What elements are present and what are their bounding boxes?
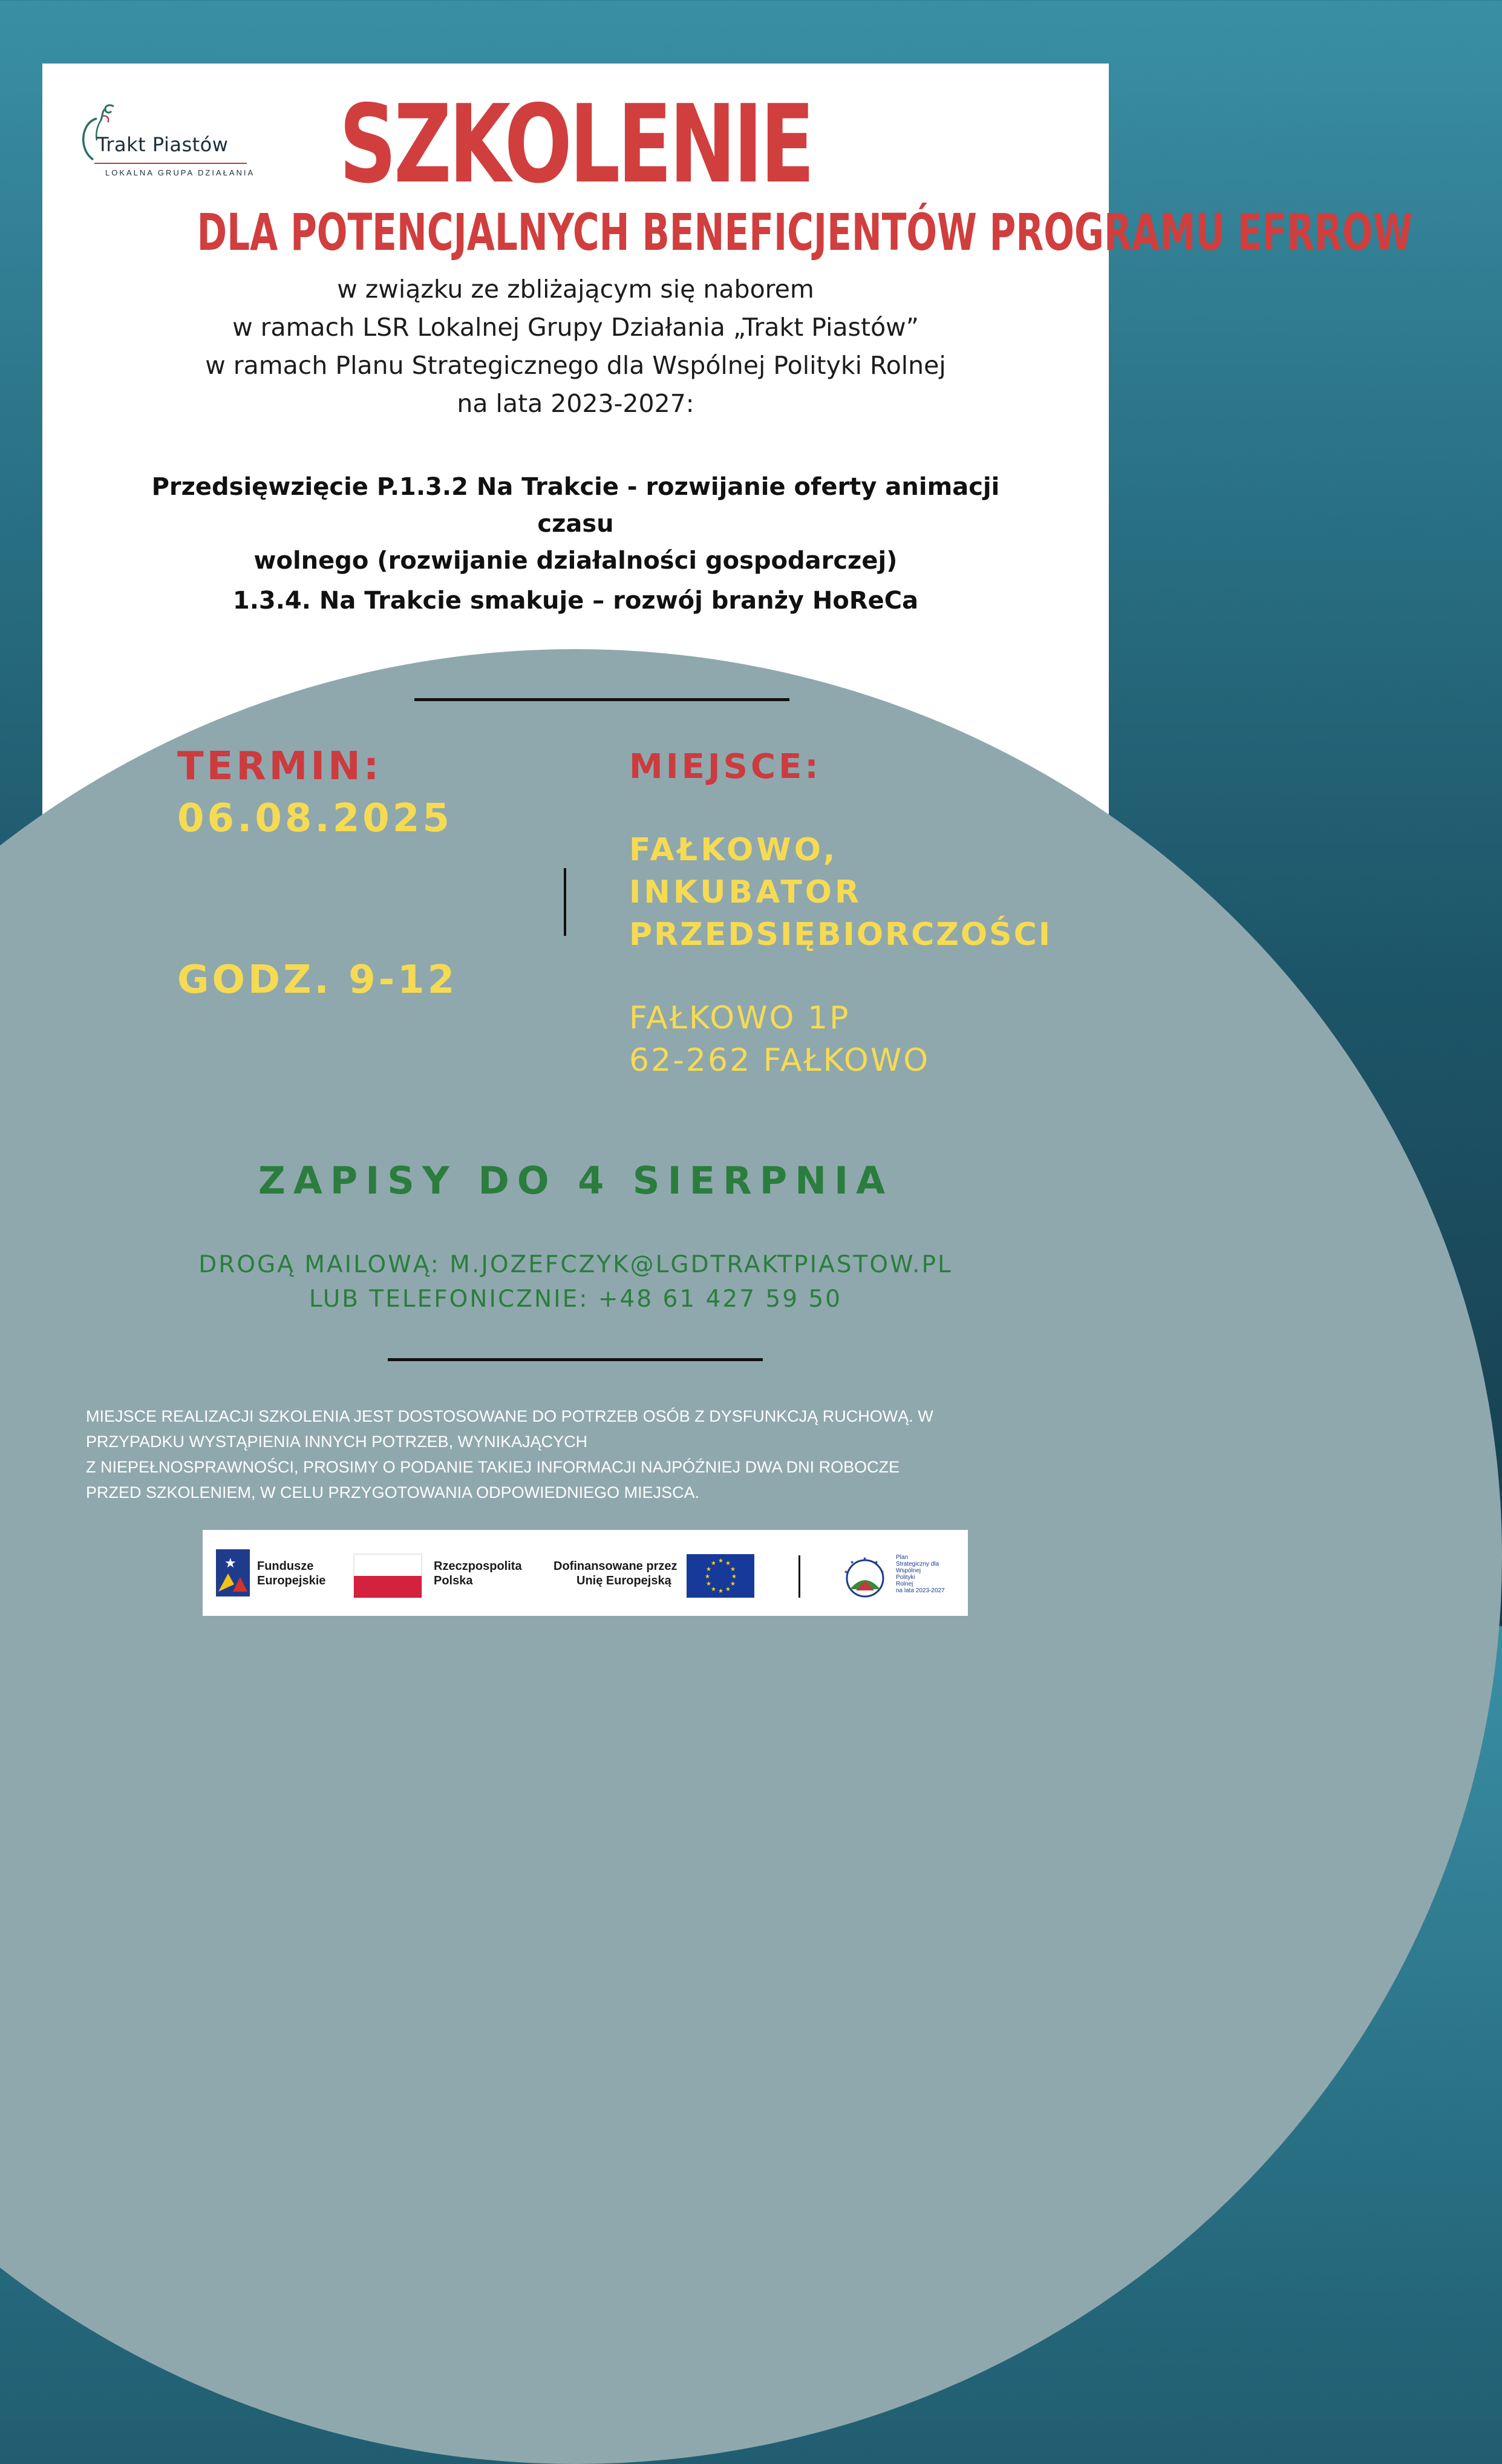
intro-line: w ramach LSR Lokalnej Grupy Działania „Trakt Piastów” (232, 313, 919, 342)
accessibility-note (86, 1404, 1075, 1505)
miejsce-label: MIEJSCE: (629, 747, 821, 786)
fe-line: Europejskie (257, 1574, 326, 1587)
svg-text:★: ★ (730, 1581, 736, 1587)
intro-line: w ramach Planu Strategicznego dla Wspólnej Polityki Rolnej (205, 351, 946, 380)
svg-text:★: ★ (850, 1560, 855, 1565)
svg-text:★: ★ (718, 1558, 723, 1564)
intro-line: na lata 2023-2027: (457, 389, 694, 418)
divider-bottom (388, 1358, 763, 1361)
svg-text:★: ★ (711, 1586, 716, 1593)
termin-date: 06.08.2025 (177, 796, 452, 841)
svg-text:★: ★ (718, 1588, 723, 1595)
measure-p132 (115, 469, 1036, 580)
logo-subtitle: LOKALNA GRUPA DZIAŁANIA (105, 168, 255, 177)
eu-line: Dofinansowane przez (553, 1560, 678, 1573)
svg-text:★: ★ (730, 1566, 736, 1573)
eu-line: Unię Europejską (576, 1574, 671, 1587)
wpr-line: Strategiczny dla (896, 1561, 939, 1567)
note-line: PRZED SZKOLENIEM, W CELU PRZYGOTOWANIA ODPOWIEDNIEGO MIEJSCA. (86, 1483, 700, 1502)
page-title: SZKOLENIE (339, 82, 812, 207)
measure-134: 1.3.4. Na Trakcie smakuje – rozwój branży HoReCa (232, 587, 919, 615)
wpr-line: na lata 2023-2027 (896, 1587, 945, 1594)
svg-text:★: ★ (863, 1556, 867, 1561)
termin-label: TERMIN: (177, 744, 382, 789)
svg-text:★: ★ (844, 1569, 849, 1575)
polish-flag-icon (354, 1554, 422, 1598)
fe-line: Fundusze (257, 1560, 314, 1573)
eu-flag-icon (687, 1554, 754, 1598)
poster (42, 64, 1413, 1616)
wpr-line: Wspólnej (896, 1567, 921, 1574)
divider-vertical (564, 868, 566, 936)
measure-p132-line2: wolnego (rozwijanie działalności gospodarczej) (253, 547, 898, 575)
divider-top (414, 698, 789, 701)
fundusze-europejskie-icon (216, 1549, 250, 1596)
svg-text:★: ★ (880, 1569, 885, 1575)
measure-p132-line1: Przedsięwzięcie P.1.3.2 Na Trakcie - rozwijanie oferty animacji czasu (151, 473, 1000, 538)
wpr-line: Polityki (896, 1574, 915, 1581)
place-line: INKUBATOR (629, 874, 863, 910)
registration-phone[interactable]: LUB TELEFONICZNIE: +48 61 427 59 50 (309, 1286, 843, 1313)
rp-line: Rzeczpospolita (434, 1560, 522, 1573)
logos-separator (798, 1555, 800, 1598)
wpr-plan-logo-icon (838, 1553, 892, 1601)
svg-text:★: ★ (224, 1556, 237, 1571)
wpr-line: Plan (896, 1554, 909, 1561)
address-line: 62-262 FAŁKOWO (629, 1042, 930, 1079)
svg-text:★: ★ (725, 1586, 731, 1593)
place-line: FAŁKOWO, (629, 832, 838, 868)
svg-text:★: ★ (706, 1566, 711, 1573)
svg-text:★: ★ (874, 1560, 879, 1565)
registration-deadline: ZAPISY DO 4 SIERPNIA (258, 1158, 893, 1203)
wpr-text (896, 1554, 945, 1594)
place-line: PRZEDSIĘBIORCZOŚCI (629, 917, 1053, 953)
note-line: MIEJSCE REALIZACJI SZKOLENIA JEST DOSTOSOWANE DO POTRZEB OSÓB Z DYSFUNKCJĄ RUCHOWĄ. W (86, 1407, 933, 1425)
intro-line: w związku ze zbliżającym się naborem (337, 275, 814, 304)
page-subtitle: DLA POTENCJALNYCH BENEFICJENTÓW PROGRAMU EFRROW (197, 203, 1413, 262)
svg-text:★: ★ (706, 1581, 711, 1587)
svg-text:★: ★ (705, 1573, 710, 1580)
svg-text:★: ★ (711, 1560, 716, 1567)
funding-logos-bar (203, 1530, 968, 1616)
address-line: FAŁKOWO 1P (629, 1000, 851, 1036)
termin-time: GODZ. 9-12 (177, 958, 458, 1002)
wpr-line: Rolnej (896, 1581, 913, 1587)
note-line: PRZYPADKU WYSTĄPIENIA INNYCH POTRZEB, WYNIKAJĄCYCH (86, 1433, 588, 1451)
svg-text:★: ★ (731, 1573, 737, 1580)
logo-name: Trakt Piastów (97, 133, 229, 156)
svg-text:★: ★ (725, 1560, 731, 1567)
registration-email[interactable]: DROGĄ MAILOWĄ: M.JOZEFCZYK@LGDTRAKTPIASTOW.PL (198, 1251, 953, 1278)
intro-text (42, 270, 1109, 423)
rp-line: Polska (434, 1574, 473, 1587)
note-line: Z NIEPEŁNOSPRAWNOŚCI, PROSIMY O PODANIE TAKIEJ INFORMACJI NAJPÓŹNIEJ DWA DNI ROBOCZE (86, 1458, 900, 1476)
